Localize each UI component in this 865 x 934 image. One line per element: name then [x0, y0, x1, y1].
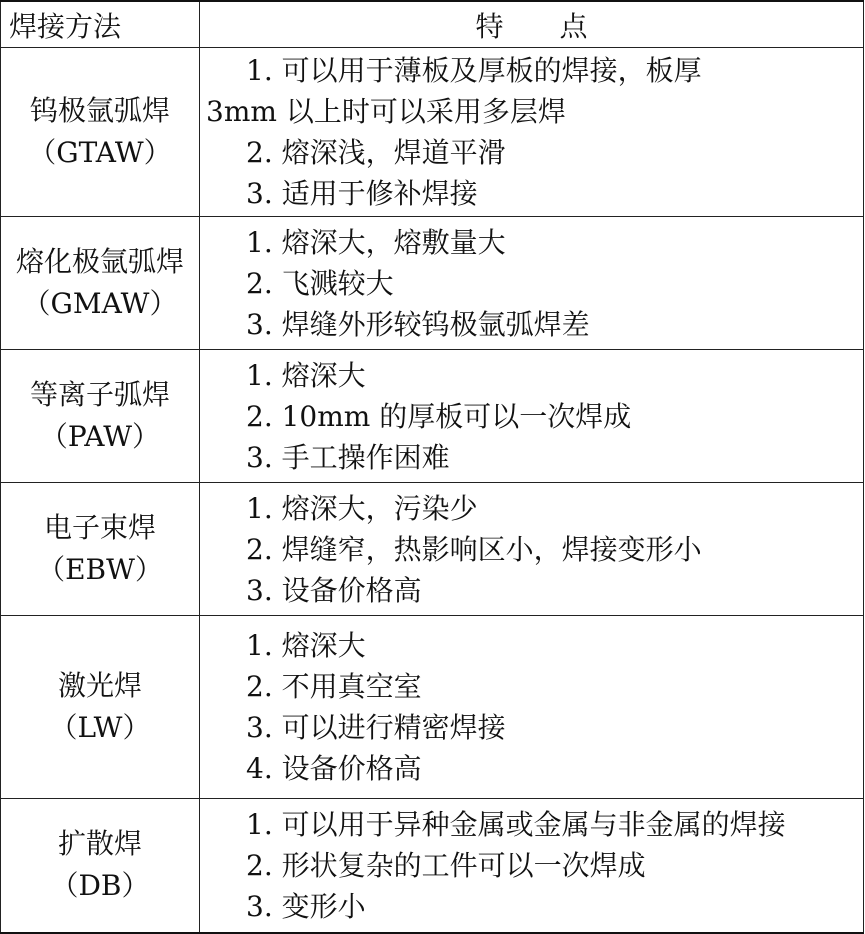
method-cell	[1, 217, 200, 350]
features-cell	[200, 616, 864, 799]
method-abbr: （GTAW）	[28, 136, 172, 169]
method-abbr: （LW）	[49, 711, 151, 744]
features-cell	[200, 48, 864, 217]
feature-line: 2. 形状复杂的工件可以一次焊成	[246, 848, 646, 882]
feature-line: 3. 可以进行精密焊接	[246, 711, 506, 744]
feature-line: 2. 不用真空室	[246, 670, 422, 703]
method-cell	[1, 799, 200, 933]
features-cell	[200, 217, 864, 350]
feature-line: 1. 熔深大	[246, 629, 366, 662]
feature-line: 1. 熔深大	[246, 358, 366, 392]
table-row	[1, 616, 864, 799]
feature-line: 3mm 以上时可以采用多层焊	[206, 95, 566, 128]
table-row	[1, 483, 864, 616]
method-abbr: （PAW）	[39, 420, 161, 453]
method-abbr: （GMAW）	[22, 287, 178, 320]
header-method: 焊接方法	[1, 1, 200, 48]
feature-line: 3. 变形小	[246, 889, 366, 923]
table-row	[1, 48, 864, 217]
method-cell	[1, 48, 200, 217]
feature-line: 2. 飞溅较大	[246, 266, 394, 300]
method-cell	[1, 350, 200, 483]
feature-line: 3. 手工操作困难	[246, 440, 450, 474]
feature-line: 2. 熔深浅，焊道平滑	[246, 136, 506, 169]
features-cell	[200, 350, 864, 483]
feature-line: 2. 10mm 的厚板可以一次焊成	[246, 399, 632, 433]
header-row	[1, 1, 864, 48]
method-name: 电子束焊	[43, 511, 156, 544]
method-name: 等离子弧焊	[29, 378, 170, 411]
table-row	[1, 350, 864, 483]
feature-line: 2. 焊缝窄，热影响区小，焊接变形小	[246, 532, 702, 566]
method-name: 扩散焊	[57, 827, 142, 861]
feature-line: 1. 熔深大，污染少	[246, 491, 478, 525]
feature-line: 1. 可以用于薄板及厚板的焊接，板厚	[246, 54, 702, 87]
method-abbr: （EBW）	[37, 553, 163, 586]
method-cell	[1, 616, 200, 799]
table-row	[1, 217, 864, 350]
feature-line: 1. 熔深大，熔敷量大	[246, 225, 506, 259]
method-abbr: （DB）	[50, 869, 150, 903]
method-name: 熔化极氩弧焊	[15, 245, 184, 278]
features-cell	[200, 483, 864, 616]
feature-line: 1. 可以用于异种金属或金属与非金属的焊接	[246, 807, 786, 841]
table-row	[1, 799, 864, 933]
header-features: 特 点	[200, 1, 864, 48]
feature-line: 4. 设备价格高	[246, 752, 422, 785]
features-cell	[200, 799, 864, 933]
feature-line: 3. 焊缝外形较钨极氩弧焊差	[246, 307, 590, 341]
feature-line: 3. 适用于修补焊接	[246, 177, 478, 210]
method-cell	[1, 483, 200, 616]
method-name: 激光焊	[57, 669, 142, 702]
method-name: 钨极氩弧焊	[29, 94, 170, 127]
feature-line: 3. 设备价格高	[246, 573, 422, 607]
